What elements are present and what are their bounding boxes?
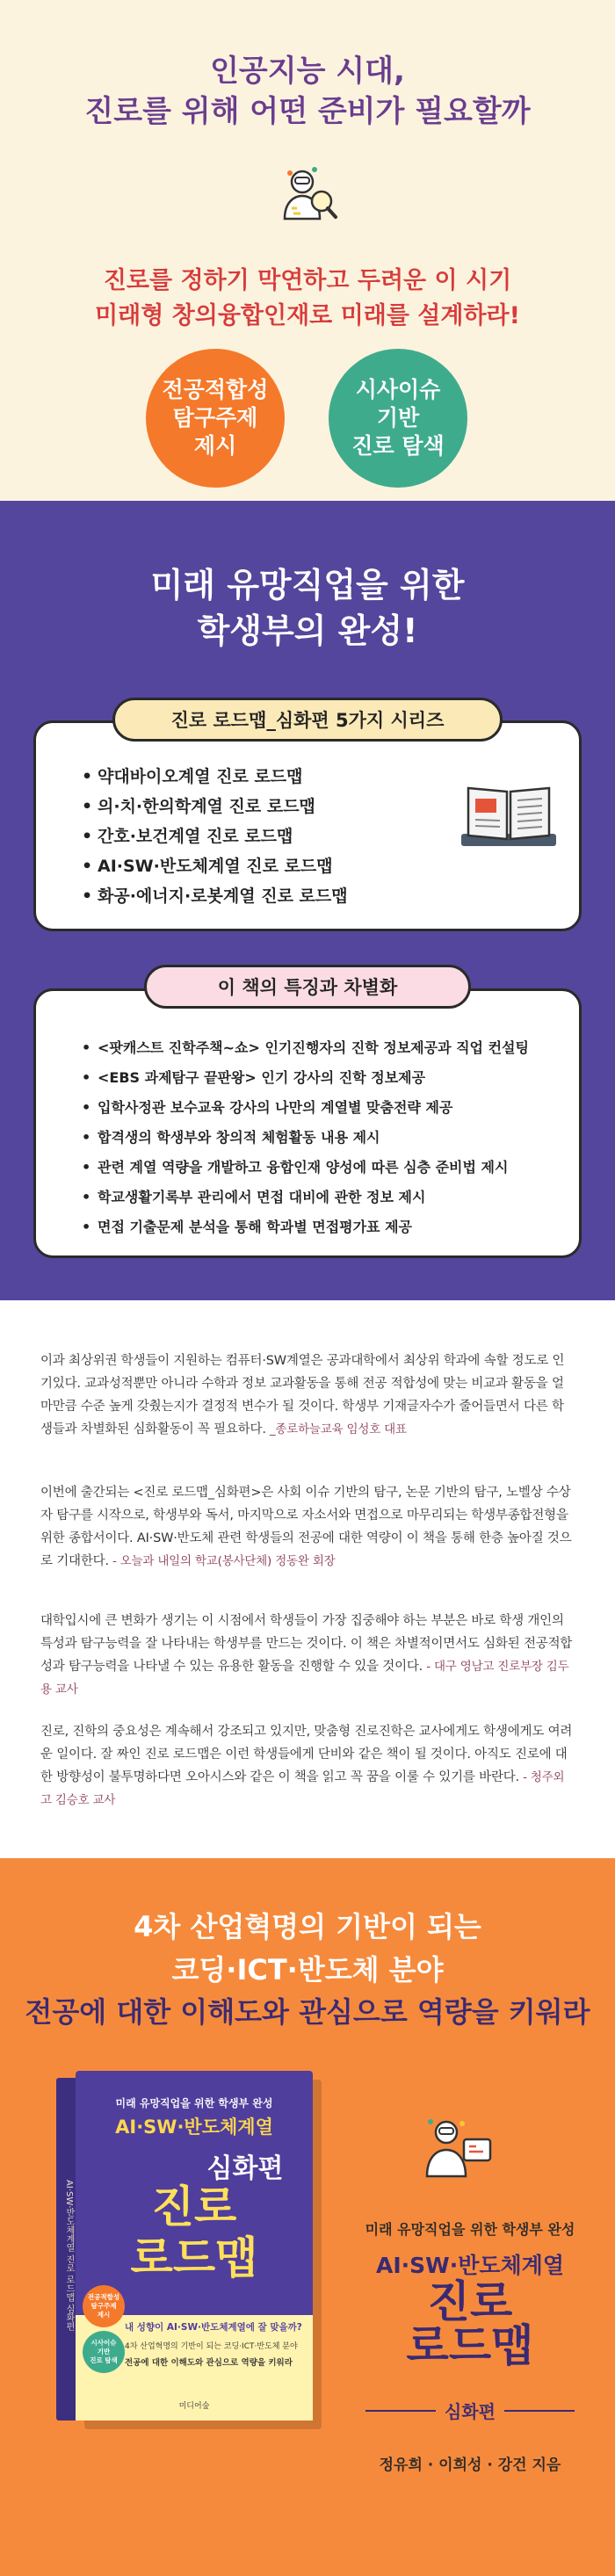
list-item: • 화공·에너지·로봇계열 진로 로드맵 — [82, 881, 348, 911]
feature-badge-major-fit: 전공적합성 탐구주제 제시 — [146, 349, 285, 488]
differentiation-list — [82, 1033, 529, 1242]
list-item: • 약대바이오계열 진로 로드맵 — [82, 762, 348, 792]
differentiation-tag: 이 책의 특징과 차별화 — [144, 965, 471, 1009]
list-item: • AI·SW·반도체계열 진로 로드맵 — [82, 851, 348, 881]
review-3 — [40, 1610, 575, 1701]
features-section — [0, 501, 615, 1300]
book-spine: AI·SW·반도체계열 진로 로드맵 심화편 — [56, 2078, 76, 2420]
book-badge-current-issues: 시사이슈 기반 진로 탐색 — [83, 2331, 125, 2373]
right-title: 진로 로드맵 — [406, 2276, 534, 2371]
promo-heading-line2: 코딩·ICT·반도체 분야 — [171, 1953, 444, 1986]
promo-section — [0, 1858, 615, 2576]
list-item: • <EBS 과제탐구 끝판왕> 인기 강사의 진학 정보제공 — [82, 1063, 529, 1093]
open-book-icon — [456, 778, 561, 865]
review-4 — [40, 1720, 575, 1812]
intro-section — [0, 0, 615, 501]
list-item: • 면접 기출문제 분석을 통해 학과별 면접평가표 제공 — [82, 1212, 529, 1242]
review-text: 진로, 진학의 중요성은 계속해서 강조되고 있지만, 맞춤형 진로진학은 교사에게도 학생에게도 여려운 일이다. 잘 짜인 진로 로드맵은 이런 학생들에게 단비와 같은 책이 될 것이다. 아직도 진로에 대한 방향성이 불투명하다면 오아시스와 같은 이 책을 읽고 꼭 꿈을 이룰 수 있기를 바란다. — [40, 1725, 573, 1784]
promo-heading-line3: 전공에 대한 이해도와 관심으로 역량을 키워라 — [25, 1995, 590, 2029]
review-text: 이과 최상위권 학생들이 지원하는 컴퓨터·SW계열은 공과대학에서 최상위 학과에 속할 정도로 인기있다. 교과성적뿐만 아니라 수학과 정보 교과활동을 통해 전공 적합성에 맞는 비교과 활동을 얼마만큼 수준 높게 갖췄는지가 결정적 변수가 될 것이다. 학생부 기재글자수가 줄어들면서 다른 학생들과 차별화된 심화활동이 꼭 필요하다. — [40, 1354, 565, 1436]
review-1 — [40, 1350, 575, 1441]
intro-heading-line1: 인공지능 시대, — [210, 54, 405, 89]
book-authors: 정유희 · 이희성 · 강건 지음 — [379, 2457, 561, 2474]
intro-sub-line1: 진로를 정하기 막연하고 두려운 이 시기 — [103, 267, 512, 294]
intro-heading-line2: 진로를 위해 어떤 준비가 필요할까 — [84, 94, 531, 129]
list-item: • 의·치·한의학계열 진로 로드맵 — [82, 792, 348, 821]
tech-person-icon — [420, 2113, 496, 2189]
book-band-line3: 전공에 대한 이해도와 관심으로 역량을 키워라 — [125, 2358, 293, 2368]
book-edition: 심화편 — [206, 2153, 284, 2184]
promo-heading-line1: 4차 산업혁명의 기반이 되는 — [134, 1910, 481, 1943]
series-tag: 진로 로드맵_심화편 5가지 시리즈 — [112, 698, 503, 742]
features-heading-line2: 학생부의 완성! — [197, 611, 418, 650]
book-publisher: 미디어숲 — [178, 2402, 210, 2411]
book-band-line1: 내 성향이 AI·SW·반도체계열에 잘 맞을까? — [125, 2322, 302, 2333]
book-cover — [64, 2071, 313, 2420]
series-list — [82, 762, 348, 911]
right-series: AI·SW·반도체계열 — [376, 2253, 564, 2278]
review-source: - 대구 영남고 진로부장 김두용 교사 — [40, 1660, 569, 1697]
review-text: 이번에 출간되는 <진로 로드맵_심화편>은 사회 이슈 기반의 탐구, 논문 기반의 탐구, 노벨상 수상자 탐구를 시작으로, 학생부와 독서, 마지막으로 자소서와 면접으로 마무리되는 학생부종합전형을 위한 종합서이다. AI·SW·반도체 관련 학생들의 전공에 대한 역량이 이 책을 통해 한층 높아질 것으로 기대한다. — [40, 1486, 572, 1568]
differentiation-box — [33, 988, 582, 1258]
reviews-section — [0, 1300, 615, 1858]
review-source: - 청주외고 김승호 교사 — [40, 1770, 565, 1807]
list-item: • <팟캐스트 진학주책~쇼> 인기진행자의 진학 정보제공과 직업 컨설팅 — [82, 1033, 529, 1063]
review-2 — [40, 1481, 575, 1573]
list-item: • 입학사정관 보수교육 강사의 나만의 계열별 맞춤전략 제공 — [82, 1093, 529, 1123]
review-source: - 오늘과 내일의 학교(봉사단체) 정동완 회장 — [108, 1554, 336, 1568]
right-subtitle: 미래 유망직업을 위한 학생부 완성 — [365, 2221, 575, 2238]
divider — [504, 2410, 575, 2412]
book-series: AI·SW·반도체계열 — [115, 2117, 273, 2138]
divider — [365, 2410, 436, 2412]
book-subtitle: 미래 유망직업을 위한 학생부 완성 — [115, 2097, 273, 2109]
list-item: • 합격생의 학생부와 창의적 체험활동 내용 제시 — [82, 1123, 529, 1153]
features-heading-line1: 미래 유망직업을 위한 — [150, 566, 465, 604]
book-band-line2: 4차 산업혁명의 기반이 되는 코딩·ICT·반도체 분야 — [125, 2342, 298, 2351]
book-badge-major-fit: 전공적합성 탐구주제 제시 — [83, 2285, 125, 2327]
right-edition — [357, 2398, 583, 2423]
intro-sub-line2: 미래형 창의융합인재로 미래를 설계하라! — [95, 302, 520, 329]
review-source: _종로하늘교육 임성호 대표 — [265, 1422, 407, 1436]
list-item: • 간호·보건계열 진로 로드맵 — [82, 821, 348, 851]
list-item: • 관련 계열 역량을 개발하고 융합인재 양성에 따른 심층 준비법 제시 — [82, 1153, 529, 1183]
series-box — [33, 720, 582, 931]
list-item: • 학교생활기록부 관리에서 면접 대비에 관한 정보 제시 — [82, 1183, 529, 1212]
feature-badge-current-issues: 시사이슈 기반 진로 탐색 — [329, 349, 467, 488]
right-edition-label: 심화편 — [445, 2401, 496, 2422]
book-title: 진로 로드맵 — [130, 2182, 258, 2283]
ai-person-search-icon — [272, 163, 343, 233]
review-text: 대학입시에 큰 변화가 생기는 이 시점에서 학생들이 가장 집중해야 하는 부분은 바로 학생 개인의 특성과 탐구능력을 잘 나타내는 학생부를 만드는 것이다. 이 책은 차별적이면서도 심화된 전공적합성과 탐구능력을 나타낼 수 있는 유용한 활동을 진행할 수 있을 것이다. — [40, 1614, 573, 1674]
